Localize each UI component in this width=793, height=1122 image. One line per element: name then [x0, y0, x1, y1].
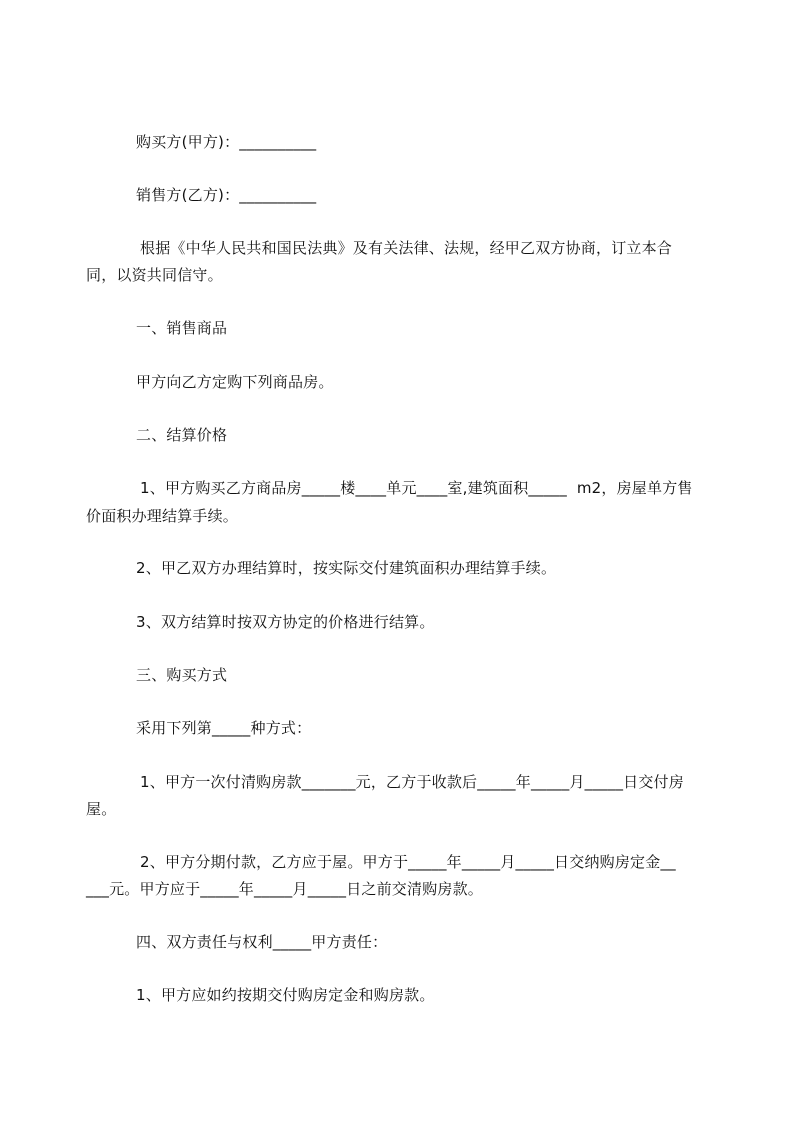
- clause-3-2-line-1: 2、甲方分期付款，乙方应于屋。甲方于_____年_____月_____日交纳购房定金__: [140, 853, 676, 871]
- clause-2-1-line-2: 价面积办理结算手续。: [86, 507, 239, 525]
- clause-3-1-line-2: 屋。: [86, 800, 117, 818]
- preamble-line-2: 同，以资共同信守。: [86, 266, 223, 284]
- clause-3-2-line-2: ___元。甲方应于_____年_____月_____日之前交清购房款。: [86, 880, 484, 898]
- clause-4-1: 1、甲方应如约按期交付购房定金和购房款。: [136, 986, 435, 1004]
- buyer-line: 购买方(甲方)：__________: [136, 133, 317, 151]
- section-heading-2: 二、结算价格: [136, 426, 228, 444]
- clause-2-3: 3、双方结算时按双方协定的价格进行结算。: [136, 613, 435, 631]
- payment-method-choice: 采用下列第_____种方式：: [136, 719, 312, 737]
- paragraph-purchase: 甲方向乙方定购下列商品房。: [136, 373, 334, 391]
- section-heading-1: 一、销售商品: [136, 319, 228, 337]
- section-heading-4: 四、双方责任与权利_____甲方责任：: [136, 933, 388, 951]
- clause-2-2: 2、甲乙双方办理结算时，按实际交付建筑面积办理结算手续。: [136, 559, 557, 577]
- preamble-line-1: 根据《中华人民共和国民法典》及有关法律、法规，经甲乙双方协商，订立本合: [140, 239, 673, 257]
- section-heading-3: 三、购买方式: [136, 666, 228, 684]
- clause-2-1-line-1: 1、甲方购买乙方商品房_____楼____单元____室,建筑面积_____ m2，房屋单方售: [140, 479, 693, 497]
- clause-3-1-line-1: 1、甲方一次付清购房款_______元，乙方于收款后_____年_____月_____日交付房: [140, 773, 684, 791]
- seller-line: 销售方(乙方)：__________: [136, 186, 317, 204]
